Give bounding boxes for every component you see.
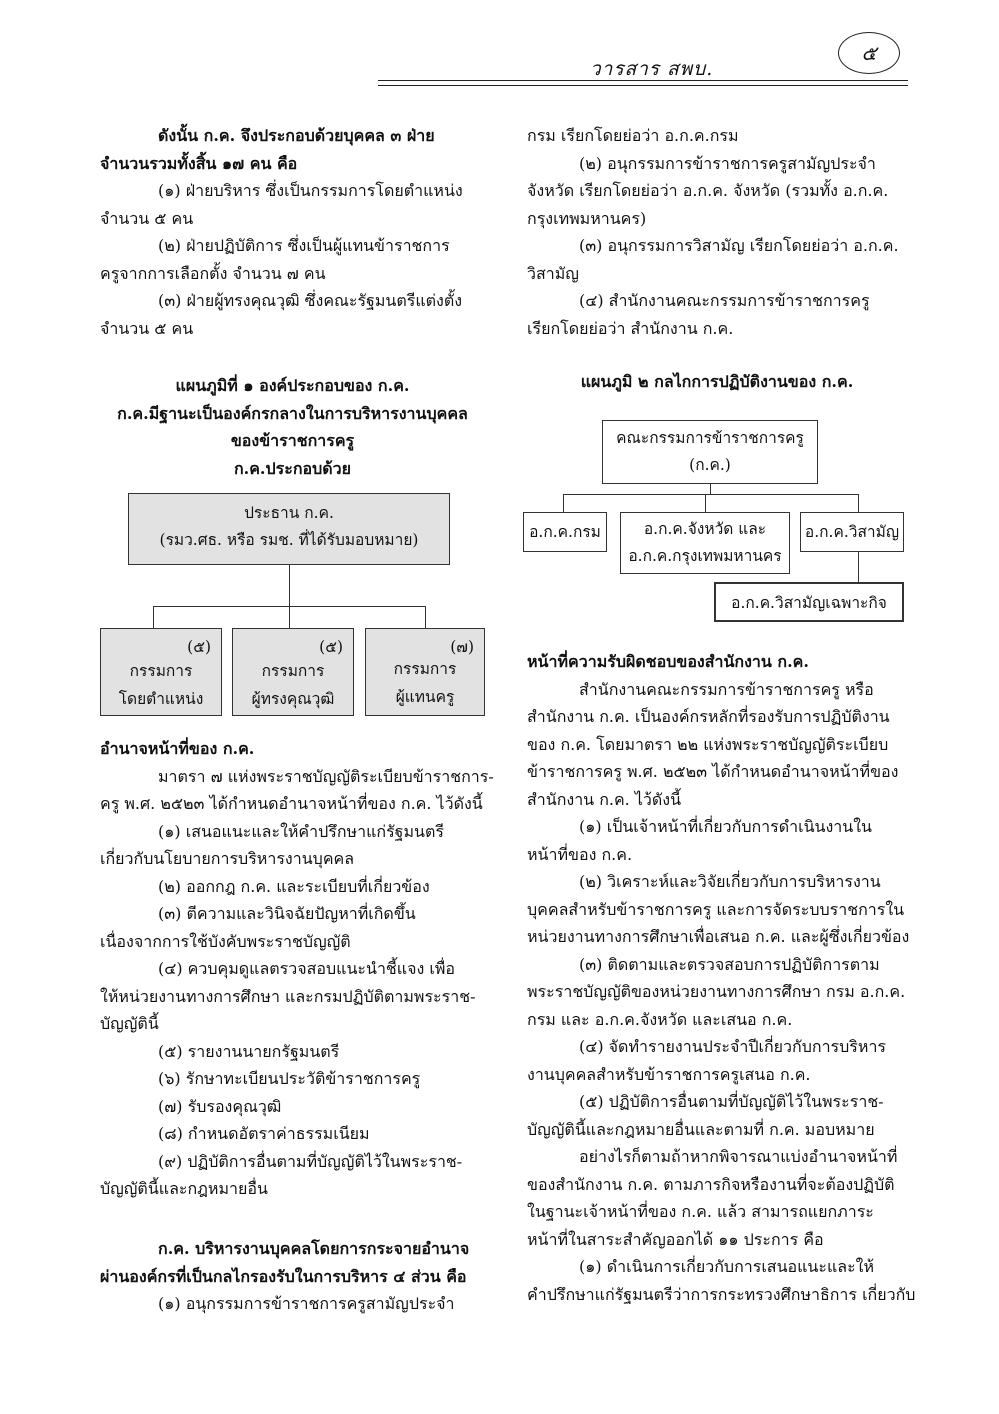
- member-type: ผู้ทรงคุณวุฒิ: [251, 690, 335, 708]
- power-item: (๑) เสนอแนะและให้คำปรึกษาแก่รัฐมนตรี: [158, 821, 444, 841]
- decentral-section: [100, 1235, 485, 1318]
- member-box-experts: [232, 628, 354, 716]
- org-line: (๓) อนุกรรมการวิสามัญ เรียกโดยย่อว่า อ.ก.ค.: [579, 236, 899, 255]
- left-intro: [100, 122, 485, 342]
- power-item: (๔) ควบคุมดูแลตรวจสอบแนะนำชี้แจง เพื่อ: [158, 959, 455, 978]
- member-label: กรรมการ: [261, 662, 325, 680]
- power-item: บัญญัตินี้: [100, 1014, 159, 1033]
- akk-special-box: [800, 512, 904, 552]
- powers-section: [100, 735, 494, 1203]
- office-line: กรม และ อ.ก.ค.จังหวัด และเสนอ ก.ค.: [527, 1009, 793, 1029]
- member-box-teachers: [365, 628, 485, 716]
- office-line: (๒) วิเคราะห์และวิจัยเกี่ยวกับการบริหารงาน: [579, 872, 881, 891]
- power-item: (๒) ออกกฎ ก.ค. และระเบียบที่เกี่ยวข้อง: [158, 876, 430, 896]
- connector: [858, 552, 859, 582]
- chairman-box: [128, 493, 450, 565]
- office-line: บัญญัตินี้และกฎหมายอื่นและตามที่ ก.ค. มอบหมาย: [527, 1119, 875, 1139]
- akk-bangkok-label: อ.ก.ค.กรุงเทพมหานคร: [628, 547, 782, 565]
- office-line: ของสำนักงาน ก.ค. ตามภารกิจหรืองานที่จะต้องปฏิบัติ: [527, 1174, 895, 1194]
- office-line: สำนักงานคณะกรรมการข้าราชการครู หรือ: [579, 679, 874, 699]
- member-label: กรรมการ: [129, 662, 193, 680]
- power-item: (๖) รักษาทะเบียนประวัติข้าราชการครู: [158, 1069, 421, 1088]
- group-line: (๑) ฝ่ายบริหาร ซึ่งเป็นกรรมการโดยตำแหน่ง: [158, 181, 463, 200]
- kk-committee-box: [602, 420, 818, 484]
- office-line: หน้าที่ในสาระสำคัญออกได้ ๑๑ ประการ คือ: [527, 1229, 824, 1249]
- group-line: (๓) ฝ่ายผู้ทรงคุณวุฒิ ซึ่งคณะรัฐมนตรีแต่งตั้ง: [158, 291, 463, 310]
- chart2-heading: [527, 368, 907, 396]
- header-rule: [378, 80, 908, 81]
- power-item: (๙) ปฏิบัติการอื่นตามที่บัญญัติไว้ในพระราช-: [158, 1151, 463, 1171]
- member-count: (๕): [187, 638, 211, 656]
- power-item: (๗) รับรองคุณวุฒิ: [158, 1096, 282, 1116]
- chairman-label: ประธาน ก.ค.: [244, 504, 334, 522]
- chart1-heading: [100, 372, 485, 482]
- org-line: เรียกโดยย่อว่า สำนักงาน ก.ค.: [527, 318, 734, 338]
- office-line: (๔) จัดทำรายงานประจำปีเกี่ยวกับการบริหาร: [579, 1037, 887, 1056]
- org-line: วิสามัญ: [527, 263, 579, 283]
- office-line: บุคคลสำหรับข้าราชการครู และการจัดระบบราชการใน: [527, 899, 905, 919]
- office-line: (๓) ติดตามและตรวจสอบการปฏิบัติการตาม: [579, 954, 880, 974]
- powers-intro: มาตรา ๗ แห่งพระราชบัญญัติระเบียบข้าราชการ-: [158, 766, 494, 786]
- group-line: จำนวน ๕ คน: [100, 318, 194, 338]
- office-line: ของ ก.ค. โดยมาตรา ๒๒ แห่งพระราชบัญญัติระเบียบ: [527, 734, 889, 754]
- power-item: บัญญัตินี้และกฎหมายอื่น: [100, 1179, 268, 1198]
- power-item: เกี่ยวกับนโยบายการบริหารงานบุคคล: [100, 849, 355, 868]
- header-rule-thin: [378, 85, 908, 86]
- chart1-subtitle: ก.ค.ประกอบด้วย: [233, 458, 352, 478]
- page-number: ๕: [838, 32, 900, 74]
- office-line: สำนักงาน ก.ค. เป็นองค์กรหลักที่รองรับการปฏิบัติงาน: [527, 707, 890, 726]
- akk-special-label: อ.ก.ค.วิสามัญ: [804, 523, 900, 541]
- office-line: งานบุคคลสำหรับข้าราชการครูเสนอ ก.ค.: [527, 1064, 811, 1084]
- akk-province-box: [620, 512, 790, 574]
- power-item: เนื่องจากการใช้บังคับพระราชบัญญัติ: [100, 931, 351, 951]
- committee-abbrev: (ก.ค.): [689, 456, 731, 474]
- committee-label: คณะกรรมการข้าราชการครู: [616, 429, 804, 447]
- akk-department-box: [523, 512, 607, 552]
- journal-title: วารสาร สพบ.: [590, 58, 714, 80]
- member-box-exofficio: [100, 628, 222, 716]
- office-line: ในฐานะเจ้าหน้าที่ของ ก.ค. แล้ว สามารถแยกภาระ: [527, 1202, 874, 1221]
- connector: [289, 606, 290, 628]
- group-line: ครูจากการเลือกตั้ง จำนวน ๗ คน: [100, 263, 326, 283]
- office-title: หน้าที่ความรับผิดชอบของสำนักงาน ก.ค.: [527, 652, 809, 671]
- power-item: (๓) ตีความและวินิจฉัยปัญหาที่เกิดขึ้น: [158, 904, 416, 923]
- connector: [858, 494, 859, 512]
- member-type: โดยตำแหน่ง: [118, 690, 204, 708]
- office-line: พระราชบัญญัติของหน่วยงานทางการศึกษา กรม อ.ก.ค.: [527, 982, 906, 1001]
- akk-province-label: อ.ก.ค.จังหวัด และ: [643, 520, 767, 538]
- office-line: หน่วยงานทางการศึกษาเพื่อเสนอ ก.ค. และผู้ซึ่งเกี่ยวข้อง: [527, 927, 910, 946]
- office-line: (๑) เป็นเจ้าหน้าที่เกี่ยวกับการดำเนินงานใน: [579, 817, 872, 836]
- chart1-title: แผนภูมิที่ ๑ องค์ประกอบของ ก.ค.: [175, 376, 410, 395]
- office-line: (๑) ดำเนินการเกี่ยวกับการเสนอแนะและให้: [579, 1257, 875, 1276]
- chairman-note: (รมว.ศธ. หรือ รมช. ที่ได้รับมอบหมาย): [159, 531, 419, 549]
- member-label: กรรมการ: [393, 660, 457, 678]
- office-line: ข้าราชการครู พ.ศ. ๒๕๒๓ ได้กำหนดอำนาจหน้าที่ของ: [527, 762, 899, 781]
- office-line: สำนักงาน ก.ค. ไว้ดังนี้: [527, 789, 682, 809]
- group-line: จำนวน ๕ คน: [100, 208, 194, 228]
- akk-adhoc-box: [714, 582, 904, 622]
- office-section: [527, 648, 916, 1308]
- connector: [563, 494, 858, 495]
- akk-adhoc-label: อ.ก.ค.วิสามัญเฉพาะกิจ: [731, 594, 887, 612]
- power-item: (๕) รายงานนายกรัฐมนตรี: [158, 1041, 340, 1061]
- decentral-line: (๑) อนุกรรมการข้าราชการครูสามัญประจำ: [158, 1294, 455, 1313]
- connector: [425, 606, 426, 628]
- chart1-subtitle: ก.ค.มีฐานะเป็นองค์กรกลางในการบริหารงานบุคคล: [117, 403, 468, 423]
- chart1-subtitle: ของข้าราชการครู: [230, 431, 355, 450]
- member-count: (๕): [319, 638, 343, 656]
- powers-intro: ครู พ.ศ. ๒๕๒๓ ได้กำหนดอำนาจหน้าที่ของ ก.ค. ไว้ดังนี้: [100, 794, 483, 813]
- decentral-line: ผ่านองค์กรที่เป็นกลไกรองรับในการบริหาร ๔ ส่วน คือ: [100, 1266, 467, 1286]
- powers-title: อำนาจหน้าที่ของ ก.ค.: [100, 739, 255, 758]
- akk-department-label: อ.ก.ค.กรม: [529, 523, 601, 541]
- power-item: ให้หน่วยงานทางการศึกษา และกรมปฏิบัติตามพระราช-: [100, 986, 476, 1006]
- office-line: หน้าที่ของ ก.ค.: [527, 844, 633, 864]
- group-line: (๒) ฝ่ายปฏิบัติการ ซึ่งเป็นผู้แทนข้าราชการ: [158, 236, 450, 255]
- intro-line: จำนวนรวมทั้งสิ้น ๑๗ คน คือ: [100, 153, 298, 173]
- office-line: (๕) ปฏิบัติการอื่นตามที่บัญญัติไว้ในพระราช-: [579, 1092, 884, 1111]
- member-type: ผู้แทนครู: [395, 688, 455, 706]
- office-line: คำปรึกษาแก่รัฐมนตรีว่าการกระทรวงศึกษาธิการ เกี่ยวกับ: [527, 1284, 916, 1304]
- org-line: จังหวัด เรียกโดยย่อว่า อ.ก.ค. จังหวัด (รวมทั้ง อ.ก.ค.: [527, 181, 889, 200]
- decentral-line: ก.ค. บริหารงานบุคคลโดยการกระจายอำนาจ: [158, 1239, 470, 1258]
- connector: [705, 494, 706, 512]
- chart2-title: แผนภูมิ ๒ กลไกการปฏิบัติงานของ ก.ค.: [580, 372, 854, 391]
- connector: [289, 565, 290, 607]
- org-line: กรม เรียกโดยย่อว่า อ.ก.ค.กรม: [527, 126, 739, 145]
- member-count: (๗): [450, 638, 474, 656]
- power-item: (๘) กำหนดอัตราค่าธรรมเนียม: [158, 1124, 370, 1143]
- office-line: อย่างไรก็ตามถ้าหากพิจารณาแบ่งอำนาจหน้าที่: [579, 1147, 898, 1166]
- org-line: กรุงเทพมหานคร): [527, 208, 647, 228]
- org-line: (๒) อนุกรรมการข้าราชการครูสามัญประจำ: [579, 153, 876, 173]
- right-continued: [527, 122, 907, 342]
- org-line: (๔) สำนักงานคณะกรรมการข้าราชการครู: [579, 291, 870, 310]
- connector: [563, 494, 564, 512]
- connector: [153, 606, 154, 628]
- intro-line: ดังนั้น ก.ค. จึงประกอบด้วยบุคคล ๓ ฝ่าย: [158, 126, 435, 145]
